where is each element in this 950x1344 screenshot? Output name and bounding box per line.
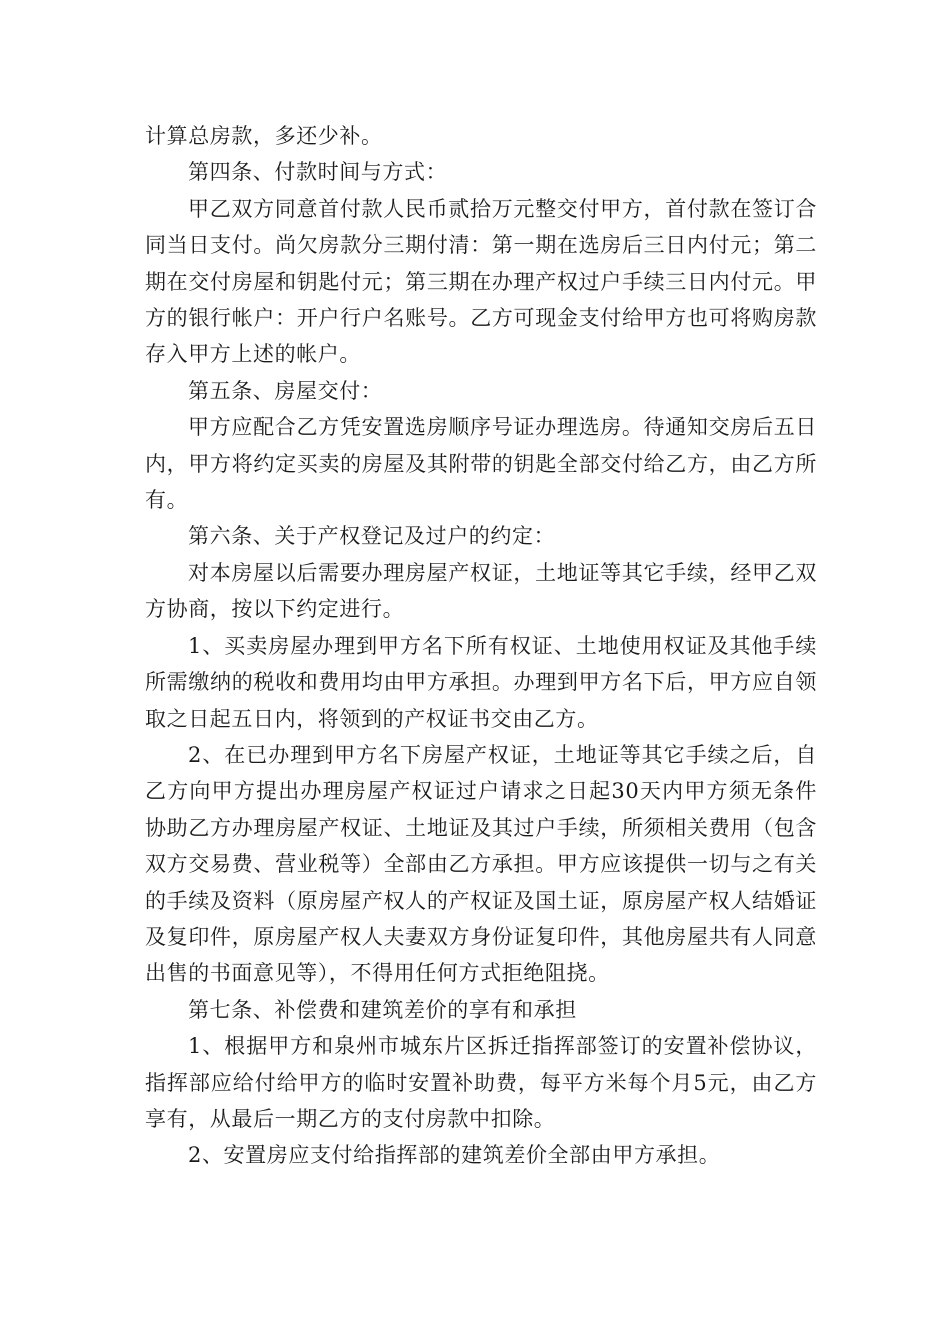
paragraph-payment-terms: 甲乙双方同意首付款人民币贰拾万元整交付甲方，首付款在签订合同当日支付。尚欠房款分三期付清：第一期在选房后三日内付元；第二期在交付房屋和钥匙付元；第三期在办理产权过户手续三日内付元。甲方的银行帐户：开户行户名账号。乙方可现金支付给甲方也可将购房款存入甲方上述的帐户。 (145, 196, 817, 367)
paragraph-house-delivery: 甲方应配合乙方凭安置选房顺序号证办理选房。待通知交房后五日内，甲方将约定买卖的房屋及其附带的钥匙全部交付给乙方，由乙方所有。 (145, 415, 817, 513)
document-body (145, 118, 817, 1174)
article-5-heading: 第五条、房屋交付： (188, 378, 383, 403)
paragraph-title-agreement: 对本房屋以后需要办理房屋产权证，土地证等其它手续，经甲乙双方协商，按以下约定进行。 (145, 560, 817, 622)
paragraph-payment-adjustment: 计算总房款，多还少补。 (145, 124, 383, 148)
article-4-heading: 第四条、付款时间与方式： (188, 160, 448, 185)
clause-6-1: 1、买卖房屋办理到甲方名下所有权证、土地使用权证及其他手续所需缴纳的税收和费用均由甲方承担。办理到甲方名下后，甲方应自领取之日起五日内，将领到的产权证书交由乙方。 (145, 633, 817, 731)
clause-7-2: 2、安置房应支付给指挥部的建筑差价全部由甲方承担。 (188, 1143, 721, 1168)
clause-6-2: 2、在已办理到甲方名下房屋产权证，土地证等其它手续之后，自乙方向甲方提出办理房屋产权证过户请求之日起30天内甲方须无条件协助乙方办理房屋产权证、土地证及其过户手续，所须相关费用（包含双方交易费、营业税等）全部由乙方承担。甲方应该提供一切与之有关的手续及资料（原房屋产权人的产权证及国土证，原房屋产权人结婚证及复印件，原房屋产权人夫妻双方身份证复印件，其他房屋共有人同意出售的书面意见等），不得用任何方式拒绝阻挠。 (145, 742, 817, 986)
clause-7-1: 1、根据甲方和泉州市城东片区拆迁指挥部签订的安置补偿协议，指挥部应给付给甲方的临时安置补助费，每平方米每个月5元，由乙方享有，从最后一期乙方的支付房款中扣除。 (145, 1034, 817, 1131)
article-7-heading: 第七条、补偿费和建筑差价的享有和承担 (188, 997, 577, 1022)
article-6-heading: 第六条、关于产权登记及过户的约定： (188, 524, 556, 549)
